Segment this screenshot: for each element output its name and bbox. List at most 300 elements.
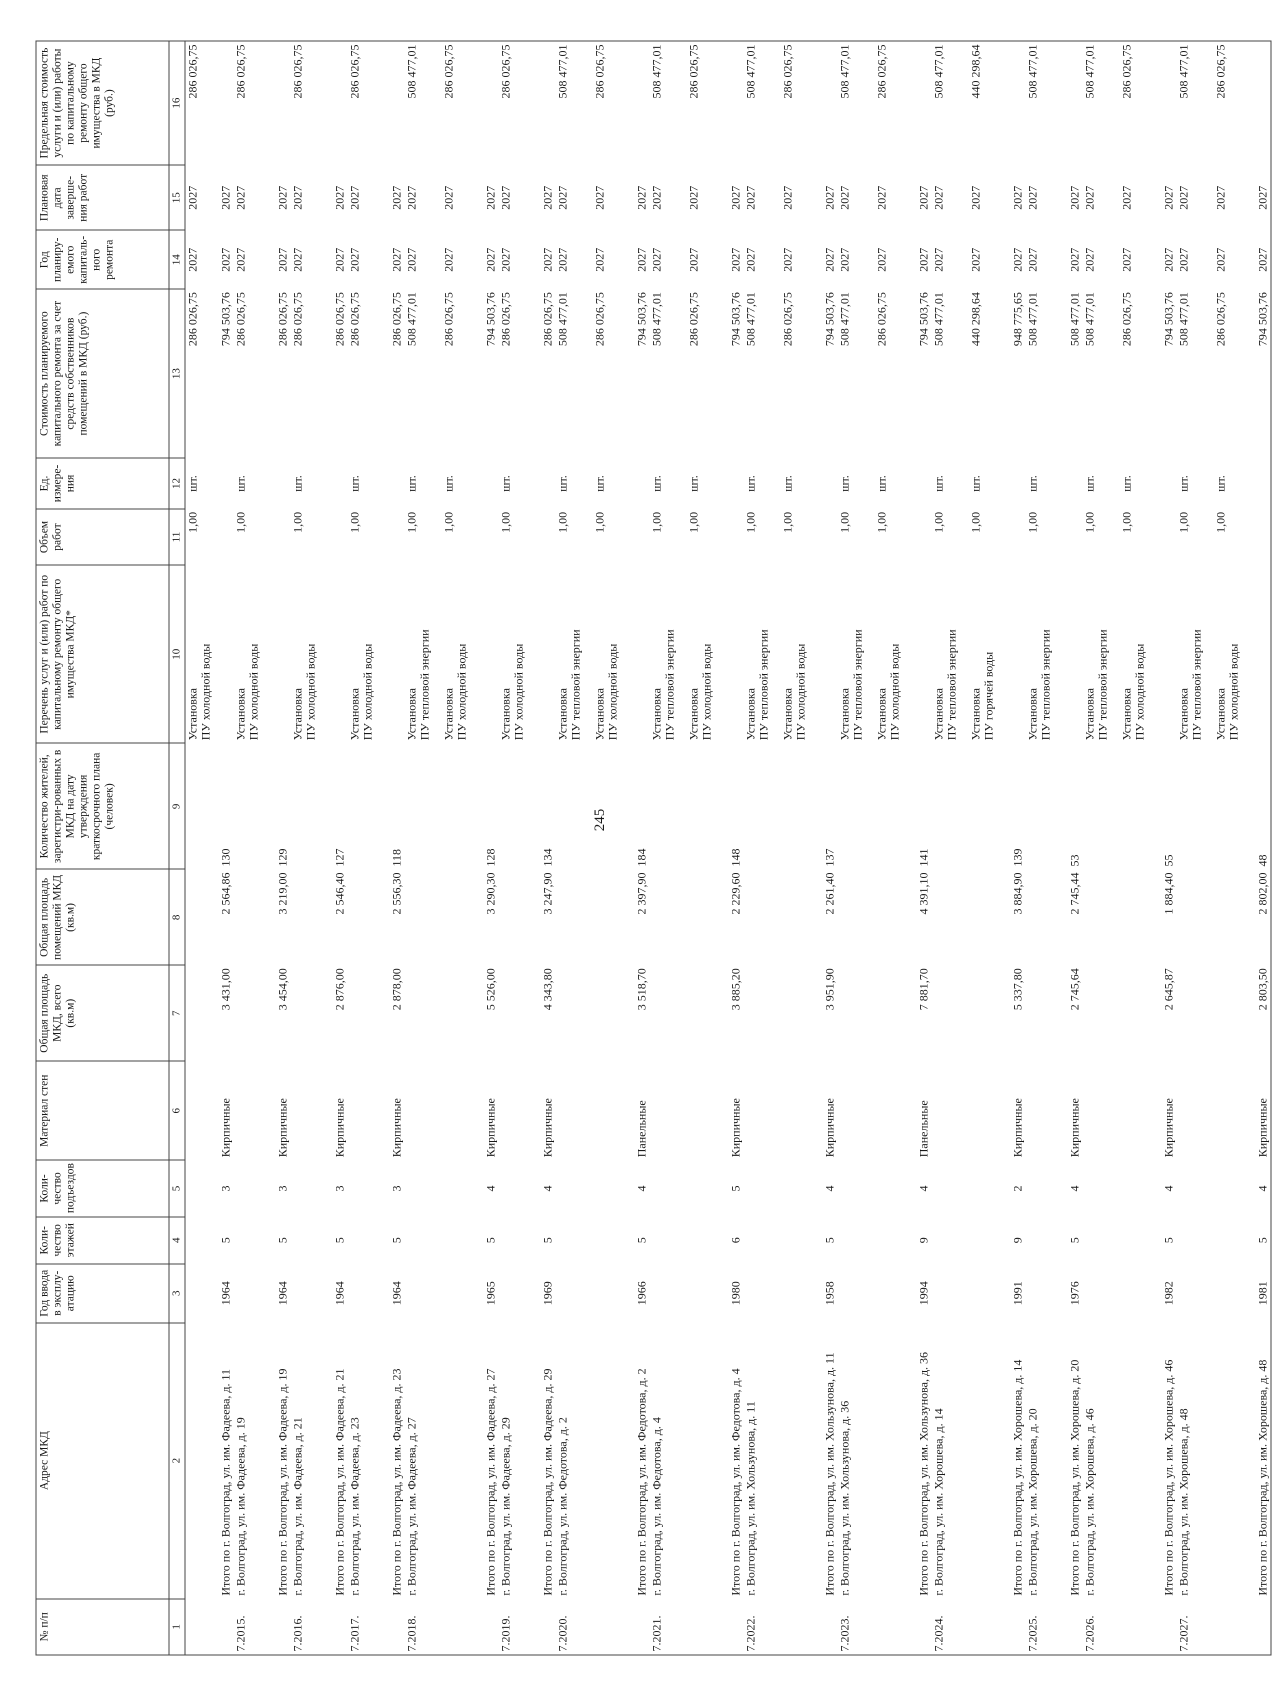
- completion-date: 2027: [822, 185, 837, 210]
- item-number: 7.2021.: [650, 1599, 687, 1655]
- repair-year: 2027: [185, 247, 200, 272]
- total-row: [1157, 41, 1177, 1655]
- empty-cell: [781, 1599, 818, 1655]
- empty-cell: [442, 1599, 479, 1655]
- empty-cell: [348, 1217, 385, 1264]
- empty-cell: [744, 870, 781, 966]
- repair-year: 2027: [1161, 247, 1176, 272]
- work-cost: 286 026,75: [185, 292, 200, 347]
- work-object: ПУ тепловой энергии: [1038, 629, 1053, 741]
- total-row: [385, 41, 405, 1655]
- area-total: 3 951,90: [822, 968, 837, 1011]
- completion-date: 2027: [332, 185, 347, 210]
- area-rooms: 2 229,60: [728, 872, 743, 915]
- total-label: Итого по г. Волгоград, ул. им. Фадеева, д. 29: [540, 1368, 555, 1596]
- empty-cell: [1120, 1323, 1157, 1599]
- completion-date: 2027: [874, 185, 889, 210]
- wall-material: Кирпичные: [1161, 1098, 1176, 1158]
- empty-cell: [687, 743, 724, 869]
- empty-cell: [1120, 1264, 1157, 1323]
- total-label: Итого по г. Волгоград, ул. им. Хользунова, д. 11: [822, 1352, 837, 1596]
- empty-cell: [536, 565, 556, 743]
- empty-cell: [214, 1599, 234, 1655]
- repair-year: 2027: [347, 247, 362, 272]
- empty-cell: [593, 1264, 630, 1323]
- empty-cell: [744, 1217, 781, 1264]
- work-description: [1026, 565, 1063, 743]
- work-unit: шт.: [233, 475, 248, 492]
- empty-cell: [912, 458, 932, 509]
- empty-cell: [1214, 743, 1251, 869]
- total-cost: 794 503,76: [1161, 292, 1176, 347]
- work-unit: шт.: [837, 475, 852, 492]
- total-row: [214, 41, 234, 1655]
- empty-cell: [291, 1160, 328, 1216]
- column-number: 11: [169, 509, 185, 565]
- empty-cell: [1063, 509, 1083, 565]
- empty-cell: [593, 965, 630, 1061]
- empty-cell: [185, 965, 214, 1061]
- repair-year: 2027: [1025, 247, 1040, 272]
- completion-date: 2027: [555, 185, 570, 210]
- completion-date: 2027: [1161, 185, 1176, 210]
- area-total: 3 518,70: [634, 968, 649, 1011]
- empty-cell: [1006, 458, 1026, 509]
- work-unit: шт.: [1119, 475, 1134, 492]
- limit-cost: 286 026,75: [687, 41, 724, 165]
- empty-cell: [1026, 743, 1063, 869]
- address: г. Волгоград, ул. им. Фадеева, д. 19: [233, 1417, 248, 1596]
- empty-cell: [593, 1160, 630, 1216]
- empty-cell: [442, 1061, 479, 1160]
- empty-cell: [556, 1217, 593, 1264]
- empty-cell: [385, 509, 405, 565]
- floors-count: 5: [1067, 1237, 1082, 1244]
- work-cost: 508 477,01: [837, 292, 852, 347]
- repair-year: 2027: [1010, 247, 1025, 272]
- work-object: ПУ холодной воды: [511, 643, 526, 741]
- empty-cell: [348, 1160, 385, 1216]
- empty-cell: [1157, 458, 1177, 509]
- empty-cell: [1120, 1160, 1157, 1216]
- entrances-count: 4: [822, 1185, 837, 1192]
- commission-year: 1964: [389, 1281, 404, 1306]
- work-cost: 508 477,01: [1176, 292, 1191, 347]
- list-item: [348, 41, 385, 1655]
- work-object: ПУ холодной воды: [454, 643, 469, 741]
- empty-cell: [328, 565, 348, 743]
- column-header: Объем работ: [36, 509, 169, 565]
- floors-count: 5: [1251, 1217, 1272, 1264]
- work-volume: 1,00: [743, 511, 758, 533]
- empty-cell: [234, 1217, 271, 1264]
- work-volume: 1,00: [290, 511, 305, 533]
- empty-cell: [479, 458, 499, 509]
- residents-count: 139: [1010, 848, 1025, 867]
- address: г. Волгоград, ул. им. Хорошева, д. 20: [1025, 1408, 1040, 1596]
- empty-cell: [442, 870, 479, 966]
- empty-cell: [214, 565, 234, 743]
- work-cost: 508 477,01: [649, 292, 664, 347]
- work-description: [932, 565, 969, 743]
- work-object: ПУ тепловой энергии: [944, 629, 959, 741]
- work-object: ПУ тепловой энергии: [662, 629, 677, 741]
- list-item: [687, 41, 724, 1655]
- empty-cell: [744, 1061, 781, 1160]
- empty-cell: [1214, 1160, 1251, 1216]
- limit-cost: 508 477,01: [650, 41, 687, 165]
- empty-cell: [818, 458, 838, 509]
- total-cost: 286 026,75: [540, 292, 555, 347]
- empty-cell: [479, 1599, 499, 1655]
- work-object: ПУ холодной воды: [303, 643, 318, 741]
- empty-cell: [1177, 1160, 1214, 1216]
- work-volume: 1,00: [498, 511, 513, 533]
- document-sheet: [35, 41, 1270, 1656]
- empty-cell: [1063, 565, 1083, 743]
- completion-date: 2027: [404, 185, 419, 210]
- empty-cell: [1251, 458, 1272, 509]
- empty-cell: [291, 965, 328, 1061]
- wall-material: Кирпичные: [389, 1098, 404, 1158]
- work-volume: 1,00: [1176, 511, 1191, 533]
- repair-year: 2027: [540, 247, 555, 272]
- list-item: [781, 41, 818, 1655]
- work-object: ПУ холодной воды: [793, 643, 808, 741]
- work-action: Установка: [1025, 688, 1040, 741]
- limit-cost: 508 477,01: [1177, 41, 1214, 165]
- empty-cell: [687, 1160, 724, 1216]
- repair-year: 2027: [218, 247, 233, 272]
- empty-cell: [536, 1599, 556, 1655]
- total-label: Итого по г. Волгоград, ул. им. Хользунова, д. 36: [916, 1351, 931, 1596]
- commission-year: 1980: [728, 1281, 743, 1306]
- area-total: 3 431,00: [218, 968, 233, 1011]
- limit-cost: 286 026,75: [781, 41, 818, 165]
- commission-year: 1994: [916, 1281, 931, 1306]
- total-label: Итого по г. Волгоград, ул. им. Фадеева, д. 11: [218, 1368, 233, 1596]
- entrances-count: 4: [483, 1185, 498, 1192]
- column-header: Адрес МКД: [36, 1323, 169, 1599]
- total-cost: 508 477,01: [1067, 292, 1082, 347]
- empty-cell: [724, 1599, 744, 1655]
- empty-cell: [630, 41, 650, 165]
- work-description: [405, 565, 442, 743]
- floors-count: 6: [728, 1237, 743, 1244]
- area-total: 2 876,00: [332, 968, 347, 1011]
- completion-date: 2027: [916, 185, 931, 210]
- commission-year: 1982: [1161, 1281, 1176, 1306]
- empty-cell: [1214, 870, 1251, 966]
- item-number: 7.2015.: [234, 1599, 271, 1655]
- empty-cell: [687, 870, 724, 966]
- work-object: ПУ горячей воды: [981, 651, 996, 741]
- item-number: 7.2019.: [499, 1599, 536, 1655]
- empty-cell: [348, 1061, 385, 1160]
- empty-cell: [442, 1160, 479, 1216]
- limit-cost: 508 477,01: [744, 41, 781, 165]
- repair-year: 2027: [837, 247, 852, 272]
- repair-year: 2027: [822, 247, 837, 272]
- empty-cell: [1177, 743, 1214, 869]
- empty-cell: [744, 1160, 781, 1216]
- empty-cell: [1006, 565, 1026, 743]
- table-header: [36, 41, 185, 1655]
- empty-cell: [1177, 1217, 1214, 1264]
- work-description: [838, 565, 875, 743]
- item-number: 7.2017.: [348, 1599, 385, 1655]
- entrances-count: 3: [389, 1185, 404, 1192]
- column-header: Количество жителей, зарегистри-рованных в МКД на дату утверждения краткосрочного плана (человек): [36, 743, 169, 869]
- empty-cell: [271, 509, 291, 565]
- empty-cell: [479, 565, 499, 743]
- empty-cell: [744, 965, 781, 1061]
- total-label: Итого по г. Волгоград, ул. им. Федотова, д. 2: [634, 1368, 649, 1596]
- empty-cell: [724, 565, 744, 743]
- empty-cell: [499, 1160, 536, 1216]
- limit-cost: 508 477,01: [1083, 41, 1120, 165]
- entrances-count: 4: [1067, 1185, 1082, 1192]
- area-total: 3 885,20: [728, 968, 743, 1011]
- repair-year: 2027: [592, 247, 607, 272]
- empty-cell: [1251, 41, 1272, 165]
- work-volume: 1,00: [1213, 511, 1228, 533]
- empty-cell: [875, 1264, 912, 1323]
- empty-cell: [185, 1323, 214, 1599]
- floors-count: 9: [916, 1237, 931, 1244]
- repair-year: 2027: [780, 247, 795, 272]
- entrances-count: 4: [1161, 1185, 1176, 1192]
- entrances-count: 3: [218, 1185, 233, 1192]
- work-unit: шт.: [968, 475, 983, 492]
- repair-year: 2027: [649, 247, 664, 272]
- empty-cell: [838, 1061, 875, 1160]
- work-cost: 440 298,64: [968, 292, 983, 347]
- item-number: 7.2026.: [1083, 1599, 1120, 1655]
- empty-cell: [838, 870, 875, 966]
- work-cost: 286 026,75: [780, 292, 795, 347]
- empty-cell: [1083, 1160, 1120, 1216]
- total-label: Итого по г. Волгоград, ул. им. Хорошева, д. 20: [1067, 1359, 1082, 1596]
- total-cost: 794 503,76: [634, 292, 649, 347]
- work-volume: 1,00: [931, 511, 946, 533]
- work-volume: 1,00: [592, 511, 607, 533]
- empty-cell: [875, 1061, 912, 1160]
- work-description: [593, 565, 630, 743]
- area-total: 7 881,70: [916, 968, 931, 1011]
- empty-cell: [1083, 1061, 1120, 1160]
- work-cost: 508 477,01: [1025, 292, 1040, 347]
- empty-cell: [385, 458, 405, 509]
- empty-cell: [818, 509, 838, 565]
- work-object: ПУ тепловой энергии: [1095, 629, 1110, 741]
- total-row: [271, 41, 291, 1655]
- empty-cell: [650, 1217, 687, 1264]
- empty-cell: [593, 1061, 630, 1160]
- empty-cell: [781, 1323, 818, 1599]
- repair-year: 2027: [290, 247, 305, 272]
- empty-cell: [1251, 565, 1272, 743]
- repair-year: 2027: [441, 247, 456, 272]
- wall-material: Кирпичные: [275, 1098, 290, 1158]
- work-volume: 1,00: [686, 511, 701, 533]
- work-action: Установка: [498, 688, 513, 741]
- area-total: 3 454,00: [275, 968, 290, 1011]
- empty-cell: [969, 1323, 1006, 1599]
- area-total: 5 526,00: [483, 968, 498, 1011]
- work-volume: 1,00: [874, 511, 889, 533]
- area-rooms: 3 884,90: [1010, 872, 1025, 915]
- work-action: Установка: [1119, 688, 1134, 741]
- completion-date: 2027: [592, 185, 607, 210]
- column-header: Общая площадь МКД, всего (кв.м): [36, 965, 169, 1061]
- limit-cost: 286 026,75: [499, 41, 536, 165]
- empty-cell: [185, 1599, 214, 1655]
- empty-cell: [405, 1217, 442, 1264]
- empty-cell: [291, 743, 328, 869]
- completion-date: 2027: [837, 185, 852, 210]
- empty-cell: [687, 1061, 724, 1160]
- work-cost: 508 477,01: [1082, 292, 1097, 347]
- limit-cost: 508 477,01: [1026, 41, 1063, 165]
- empty-cell: [1120, 870, 1157, 966]
- empty-cell: [593, 1323, 630, 1599]
- empty-cell: [479, 41, 499, 165]
- residents-count: 184: [634, 848, 649, 867]
- empty-cell: [650, 743, 687, 869]
- total-row: [912, 41, 932, 1655]
- residents-count: 129: [275, 848, 290, 867]
- column-header: Материал стен: [36, 1061, 169, 1160]
- work-unit: шт.: [498, 475, 513, 492]
- list-item: [1083, 41, 1120, 1655]
- empty-cell: [479, 509, 499, 565]
- work-description: [687, 565, 724, 743]
- empty-cell: [875, 743, 912, 869]
- work-cost: 286 026,75: [1213, 292, 1228, 347]
- wall-material: Кирпичные: [540, 1098, 555, 1158]
- empty-cell: [1026, 1061, 1063, 1160]
- repair-year: 2027: [968, 247, 983, 272]
- work-object: ПУ тепловой энергии: [850, 629, 865, 741]
- work-volume: 1,00: [441, 511, 456, 533]
- repair-year: 2027: [1176, 247, 1191, 272]
- empty-cell: [1063, 1599, 1083, 1655]
- empty-cell: [499, 743, 536, 869]
- repair-year: 2027: [686, 247, 701, 272]
- entrances-count: 4: [916, 1185, 931, 1192]
- work-unit: шт.: [686, 475, 701, 492]
- work-object: ПУ тепловой энергии: [568, 629, 583, 741]
- area-rooms: 3 219,00: [275, 872, 290, 915]
- empty-cell: [214, 41, 234, 165]
- empty-cell: [1120, 965, 1157, 1061]
- total-label: Итого по г. Волгоград, ул. им. Хорошева, д. 46: [1161, 1359, 1176, 1596]
- commission-year: 1958: [822, 1281, 837, 1306]
- header-row: [36, 41, 169, 1655]
- wall-material: Панельные: [634, 1100, 649, 1158]
- work-cost: 286 026,75: [347, 292, 362, 347]
- empty-cell: [328, 41, 348, 165]
- list-item: [969, 41, 1006, 1655]
- list-item: [875, 41, 912, 1655]
- empty-cell: [291, 870, 328, 966]
- repair-year: 2027: [389, 247, 404, 272]
- completion-date: 2027: [498, 185, 513, 210]
- empty-cell: [969, 743, 1006, 869]
- repair-year: 2027: [931, 247, 946, 272]
- list-item: [556, 41, 593, 1655]
- work-volume: 1,00: [968, 511, 983, 533]
- work-description: [1083, 565, 1120, 743]
- total-row: [479, 41, 499, 1655]
- completion-date: 2027: [290, 185, 305, 210]
- work-unit: шт.: [347, 475, 362, 492]
- column-number: 4: [169, 1217, 185, 1264]
- empty-cell: [593, 1217, 630, 1264]
- address: г. Волгоград, ул. им. Фадеева, д. 29: [498, 1417, 513, 1596]
- total-row: [630, 41, 650, 1655]
- item-number: 7.2020.: [556, 1599, 593, 1655]
- entrances-count: 3: [275, 1185, 290, 1192]
- work-volume: 1,00: [1025, 511, 1040, 533]
- work-description: [875, 565, 912, 743]
- floors-count: 5: [275, 1237, 290, 1244]
- empty-cell: [348, 1264, 385, 1323]
- area-total: 2 645,87: [1161, 968, 1176, 1011]
- empty-cell: [593, 870, 630, 966]
- completion-date: 2027: [1213, 185, 1228, 210]
- empty-cell: [1177, 1061, 1214, 1160]
- empty-cell: [630, 565, 650, 743]
- total-cost: 794 503,76: [483, 292, 498, 347]
- column-header: Предельная стоимость услуги и (или) работы по капитальному ремонту общего имущества в МКД (руб.): [36, 41, 169, 165]
- work-volume: 1,00: [1082, 511, 1097, 533]
- work-volume: 1,00: [1119, 511, 1134, 533]
- repair-year: 2027: [1213, 247, 1228, 272]
- empty-cell: [1006, 509, 1026, 565]
- repair-year: 2027: [332, 247, 347, 272]
- page-number: 245: [592, 808, 608, 832]
- completion-date: 2027: [649, 185, 664, 210]
- empty-cell: [405, 870, 442, 966]
- limit-cost: 508 477,01: [405, 41, 442, 165]
- empty-cell: [234, 1264, 271, 1323]
- empty-cell: [912, 565, 932, 743]
- capital-repair-table-wrapper: [36, 41, 1270, 1656]
- limit-cost: 286 026,75: [348, 41, 385, 165]
- completion-date: 2027: [686, 185, 701, 210]
- empty-cell: [969, 1264, 1006, 1323]
- work-cost: 286 026,75: [592, 292, 607, 347]
- work-action: Установка: [874, 688, 889, 741]
- empty-cell: [234, 965, 271, 1061]
- empty-cell: [744, 1264, 781, 1323]
- total-label: Итого по г. Волгоград, ул. им. Фадеева, д. 19: [275, 1368, 290, 1596]
- empty-cell: [1214, 965, 1251, 1061]
- work-unit: шт.: [185, 475, 200, 492]
- repair-year: 2027: [874, 247, 889, 272]
- completion-date: 2027: [1010, 185, 1025, 210]
- empty-cell: [556, 1061, 593, 1160]
- completion-date: 2027: [1176, 185, 1191, 210]
- empty-cell: [328, 458, 348, 509]
- empty-cell: [969, 1061, 1006, 1160]
- empty-cell: [650, 965, 687, 1061]
- empty-cell: [291, 1217, 328, 1264]
- total-cost: 286 026,75: [389, 292, 404, 347]
- work-volume: 1,00: [185, 511, 200, 533]
